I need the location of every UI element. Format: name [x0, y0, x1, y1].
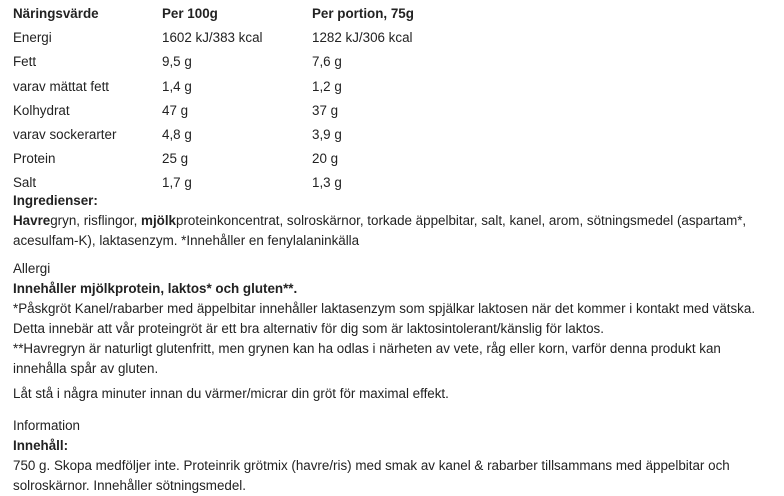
value-per-100g: 9,5 g	[162, 54, 192, 70]
ingredient-text-2: proteinkoncentrat, solroskärnor, torkade äppelbitar, salt, kanel, arom, sötningsmedel (aspartam*, acesulfam-K), laktasenzym. *Innehåller en fenylalaninkälla	[13, 213, 747, 248]
allergy-section	[13, 259, 773, 379]
nutrition-row	[13, 26, 512, 50]
value-per-100g: 4,8 g	[162, 127, 192, 143]
allergy-note-lactose: *Påskgröt Kanel/rabarber med äppelbitar innehåller laktasenzym som spjälkar laktosen när det kommer i kontakt med vätska. Detta innebär att vår proteingröt är ett bra alternativ för dig som är laktosintolerant/känslig för laktos.	[13, 301, 756, 336]
nutrient-name: Kolhydrat	[13, 102, 70, 118]
nutrient-name: Fett	[13, 54, 37, 70]
ingredient-text-1: gryn, risflingor,	[50, 213, 142, 228]
value-per-100g: 1,4 g	[162, 78, 192, 94]
value-per-100g: 25 g	[162, 151, 189, 167]
value-per-100g: 1,7 g	[162, 175, 192, 191]
value-per-portion: 7,6 g	[312, 54, 342, 70]
value-per-portion: 1,2 g	[312, 78, 342, 94]
nutrition-row	[13, 99, 512, 123]
contents-heading: Innehåll:	[13, 438, 69, 453]
value-per-portion: 1,3 g	[312, 175, 342, 191]
nutrition-row	[13, 147, 512, 171]
preparation-tip: Låt stå i några minuter innan du värmer/micrar din gröt för maximal effekt.	[13, 386, 449, 401]
value-per-portion: 37 g	[312, 102, 339, 118]
value-per-100g: 1602 kJ/383 kcal	[162, 30, 263, 46]
nutrition-row	[13, 123, 512, 147]
nutrient-name: varav mättat fett	[13, 78, 110, 94]
nutrient-name: Energi	[13, 30, 52, 46]
ingredient-bold-mjolk: mjölk	[141, 213, 177, 228]
header-per-portion: Per portion, 75g	[312, 6, 414, 22]
nutrient-name: Protein	[13, 151, 56, 167]
ingredient-bold-havre: Havre	[13, 213, 51, 228]
tip-section	[13, 384, 773, 404]
value-per-portion: 3,9 g	[312, 127, 342, 143]
value-per-portion: 1282 kJ/306 kcal	[312, 30, 413, 46]
value-per-portion: 20 g	[312, 151, 339, 167]
ingredients-section	[13, 191, 773, 251]
ingredients-heading: Ingredienser:	[13, 193, 98, 208]
allergy-label: Allergi	[13, 261, 51, 276]
header-per-100g: Per 100g	[162, 6, 218, 22]
allergy-note-gluten: **Havregryn är naturligt glutenfritt, men grynen kan ha odlas i närheten av vete, råg eller korn, varför denna produkt kan innehålla spår av gluten.	[13, 341, 721, 376]
contents-text: 750 g. Skopa medföljer inte. Proteinrik grötmix (havre/ris) med smak av kanel & rabarber tillsammans med äppelbitar och solroskärnor. Innehåller sötningsmedel.	[13, 458, 730, 493]
allergy-statement: Innehåller mjölkprotein, laktos* och gluten**.	[13, 281, 298, 296]
header-nutrient: Näringsvärde	[13, 6, 99, 22]
nutrition-row	[13, 75, 512, 99]
nutrition-table	[13, 2, 512, 196]
ingredients-text	[13, 211, 773, 251]
nutrient-name: Salt	[13, 175, 37, 191]
information-section	[13, 416, 773, 496]
nutrition-body	[13, 26, 512, 195]
information-label: Information	[13, 418, 80, 433]
nutrition-header-row	[13, 2, 512, 26]
nutrient-name: varav sockerarter	[13, 127, 117, 143]
value-per-100g: 47 g	[162, 102, 189, 118]
nutrition-row	[13, 50, 512, 74]
